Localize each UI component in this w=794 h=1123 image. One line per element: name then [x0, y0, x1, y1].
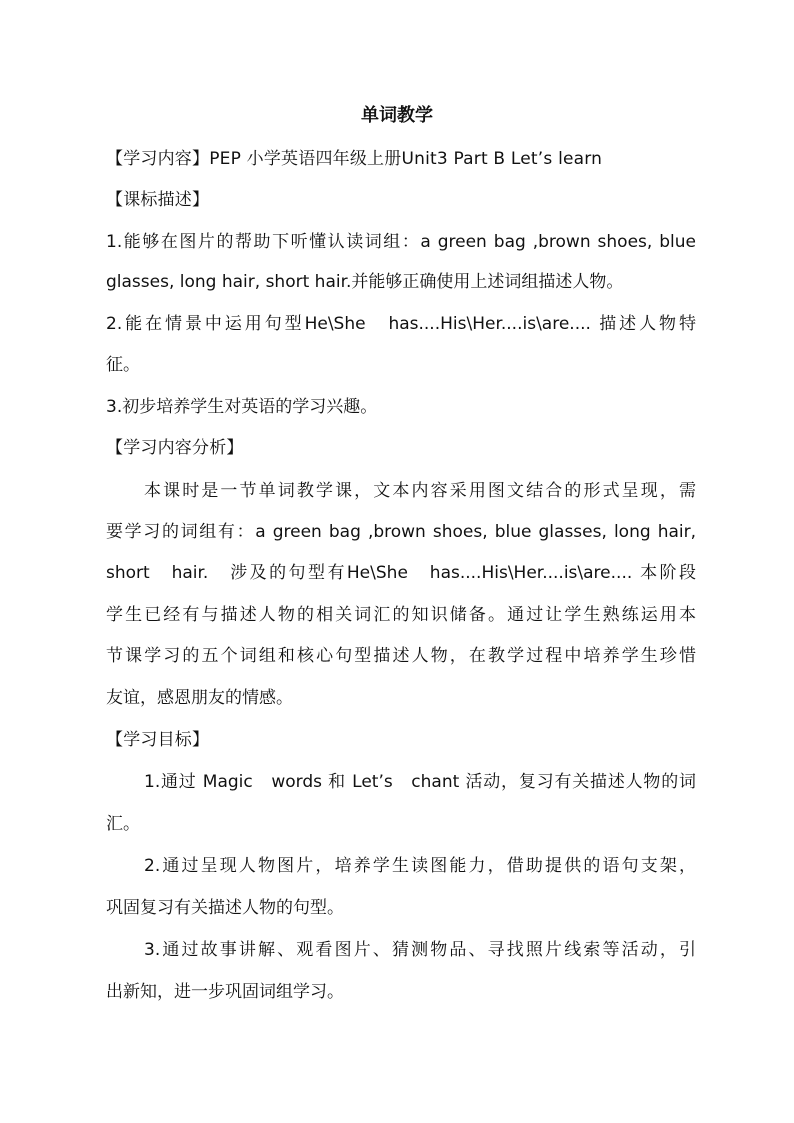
- section-learning-goals: 【学习目标】: [106, 730, 210, 750]
- paragraph-line: 友谊，感恩朋友的情感。: [106, 688, 293, 708]
- paragraph-line: 节课学习的五个词组和核心句型描述人物，在教学过程中培养学生珍惜: [106, 646, 696, 666]
- paragraph-line: 本课时是一节单词教学课，文本内容采用图文结合的形式呈现，需: [144, 481, 696, 501]
- paragraph-line: 征。: [106, 355, 140, 375]
- goal-line: 汇。: [106, 814, 140, 834]
- paragraph-line: glasses, long hair, short hair.并能够正确使用上述词组描述人物。: [106, 272, 624, 292]
- paragraph-line: short hair. 涉及的句型有He\She has....His\Her....is\are.... 本阶段: [106, 563, 696, 583]
- section-study-content: 【学习内容】PEP 小学英语四年级上册Unit3 Part B Let’s learn: [106, 149, 603, 169]
- goal-line: 1.通过 Magic words 和 Let’s chant 活动，复习有关描述人物的词: [144, 772, 696, 792]
- paragraph-line: 要学习的词组有：a green bag ,brown shoes, blue glasses, long hair,: [106, 522, 696, 542]
- goal-line: 巩固复习有关描述人物的句型。: [106, 898, 344, 918]
- document-title: 单词教学: [361, 105, 433, 126]
- goal-line: 2.通过呈现人物图片，培养学生读图能力，借助提供的语句支架，: [144, 856, 696, 876]
- section-content-analysis: 【学习内容分析】: [106, 438, 244, 458]
- paragraph-line: 2.能在情景中运用句型He\She has....His\Her....is\are.... 描述人物特: [106, 314, 696, 334]
- section-standard-description: 【课标描述】: [106, 190, 210, 210]
- paragraph-line: 1.能够在图片的帮助下听懂认读词组：a green bag ,brown shoes, blue: [106, 232, 696, 252]
- goal-line: 出新知，进一步巩固词组学习。: [106, 982, 344, 1002]
- paragraph-line: 3.初步培养学生对英语的学习兴趣。: [106, 397, 378, 417]
- paragraph-line: 学生已经有与描述人物的相关词汇的知识储备。通过让学生熟练运用本: [106, 605, 696, 625]
- goal-line: 3.通过故事讲解、观看图片、猜测物品、寻找照片线索等活动，引: [144, 940, 696, 960]
